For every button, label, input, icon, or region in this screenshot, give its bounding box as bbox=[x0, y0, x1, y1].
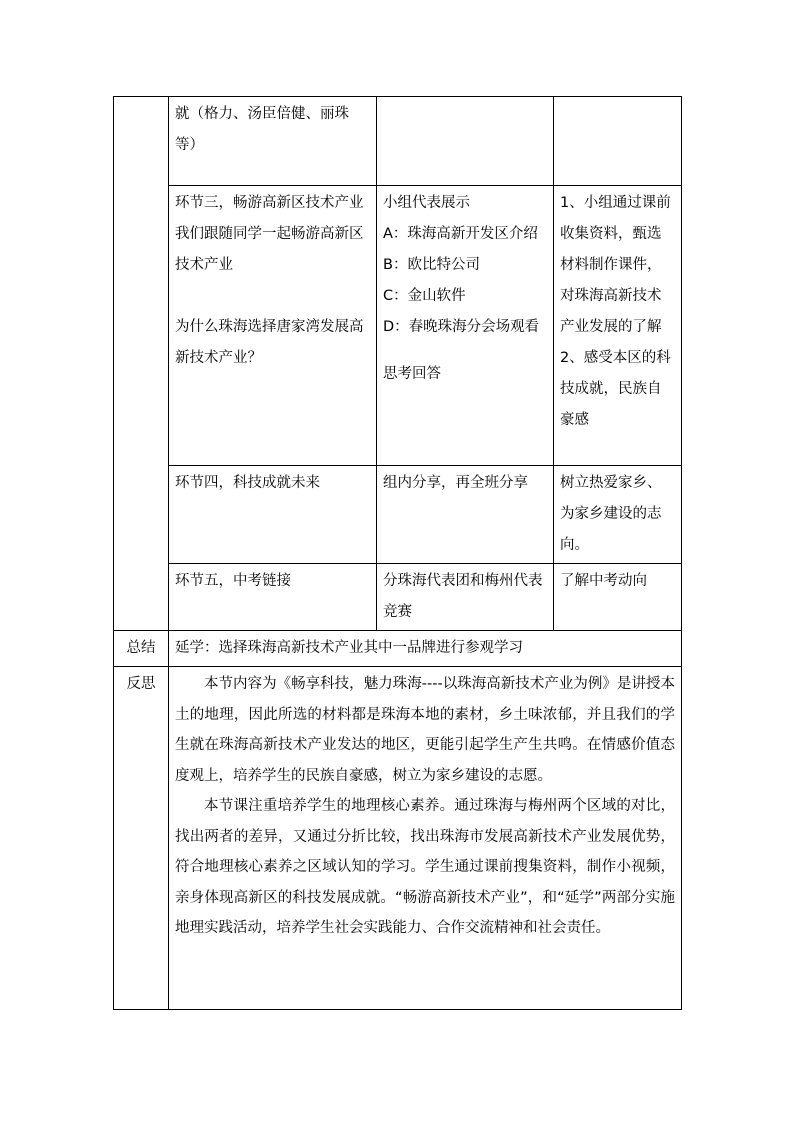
label-cell-empty bbox=[114, 97, 169, 631]
lesson-plan-table bbox=[113, 96, 682, 1010]
cell-line: 2、感受本区的科技成就，民族自豪感 bbox=[560, 350, 671, 428]
reflection-paragraph: 本节课注重培养学生的地理核心素养。通过珠海与梅州两个区域的对比，找出两者的差异，又通过分折比较，找出珠海市发展高新技术产业发展优势，符合地理核心素养之区域认知的学习。学生通过课前搜集资料，制作小视频，亲身体现高新区的科技发展成就。“畅游高新技术产业”，和“延学”两部分实施地理实践活动，培养学生社会实践能力、合作交流精神和社会责任。 bbox=[175, 798, 675, 936]
summary-label: 总结 bbox=[114, 631, 169, 667]
table-row bbox=[114, 631, 682, 667]
cell-line: 1、小组通过课前收集资料，甄选材料制作课件，对珠海高新技术产业发展的了解 bbox=[560, 195, 671, 335]
cell-content bbox=[169, 97, 377, 186]
cell-line: C：金山软件 bbox=[383, 288, 466, 304]
reflection-paragraph: 本节内容为《畅享科技，魅力珠海----以珠海高新技术产业为例》是讲授本土的地理，因此所选的材料都是珠海本地的素材，乡土味浓郁，并且我们的学生就在珠海高新技术产业发达的地区，更能引起学生产生共鸣。在情感价值态度观上，培养学生的民族自豪感，树立为家乡建设的志愿。 bbox=[175, 676, 675, 784]
table-row bbox=[114, 466, 682, 564]
cell-line: B：欧比特公司 bbox=[383, 257, 480, 273]
cell-line: 环节三，畅游高新区技术产业 bbox=[175, 195, 364, 211]
table-row bbox=[114, 667, 682, 1010]
table-row bbox=[114, 186, 682, 466]
reflection-content bbox=[169, 667, 682, 1010]
reflection-label: 反思 bbox=[114, 667, 169, 1010]
cell-content bbox=[554, 564, 682, 631]
cell-line: 思考回答 bbox=[383, 366, 441, 382]
table-row bbox=[114, 564, 682, 631]
cell-text: 分珠海代表团和梅州代表竞赛 bbox=[383, 573, 543, 620]
cell-line: A：珠海高新开发区介绍 bbox=[383, 226, 538, 242]
cell-content bbox=[377, 564, 554, 631]
spacer bbox=[175, 281, 370, 312]
cell-line: 为什么珠海选择唐家湾发展高新技术产业？ bbox=[175, 319, 364, 366]
cell-text: 树立热爱家乡、为家乡建设的志向。 bbox=[560, 475, 662, 553]
cell-text: 组内分享，再全班分享 bbox=[383, 475, 528, 491]
cell-content bbox=[554, 97, 682, 186]
cell-content bbox=[169, 466, 377, 564]
cell-content bbox=[377, 186, 554, 466]
cell-content bbox=[169, 564, 377, 631]
cell-text: 环节五，中考链接 bbox=[175, 573, 291, 589]
cell-content bbox=[377, 466, 554, 564]
cell-line: 小组代表展示 bbox=[383, 195, 470, 211]
cell-text: 环节四，科技成就未来 bbox=[175, 475, 320, 491]
cell-content bbox=[554, 186, 682, 466]
cell-line: 我们跟随同学一起畅游高新区技术产业 bbox=[175, 226, 364, 273]
cell-content bbox=[377, 97, 554, 186]
table-row bbox=[114, 97, 682, 186]
cell-content bbox=[554, 466, 682, 564]
cell-text: 就（格力、汤臣倍健、丽珠等） bbox=[175, 106, 349, 153]
cell-line: D：春晚珠海分会场观看 bbox=[383, 319, 540, 335]
summary-text: 延学：选择珠海高新技术产业其中一品牌进行参观学习 bbox=[169, 631, 682, 667]
cell-text: 了解中考动向 bbox=[560, 573, 647, 589]
spacer bbox=[383, 343, 547, 359]
cell-content bbox=[169, 186, 377, 466]
